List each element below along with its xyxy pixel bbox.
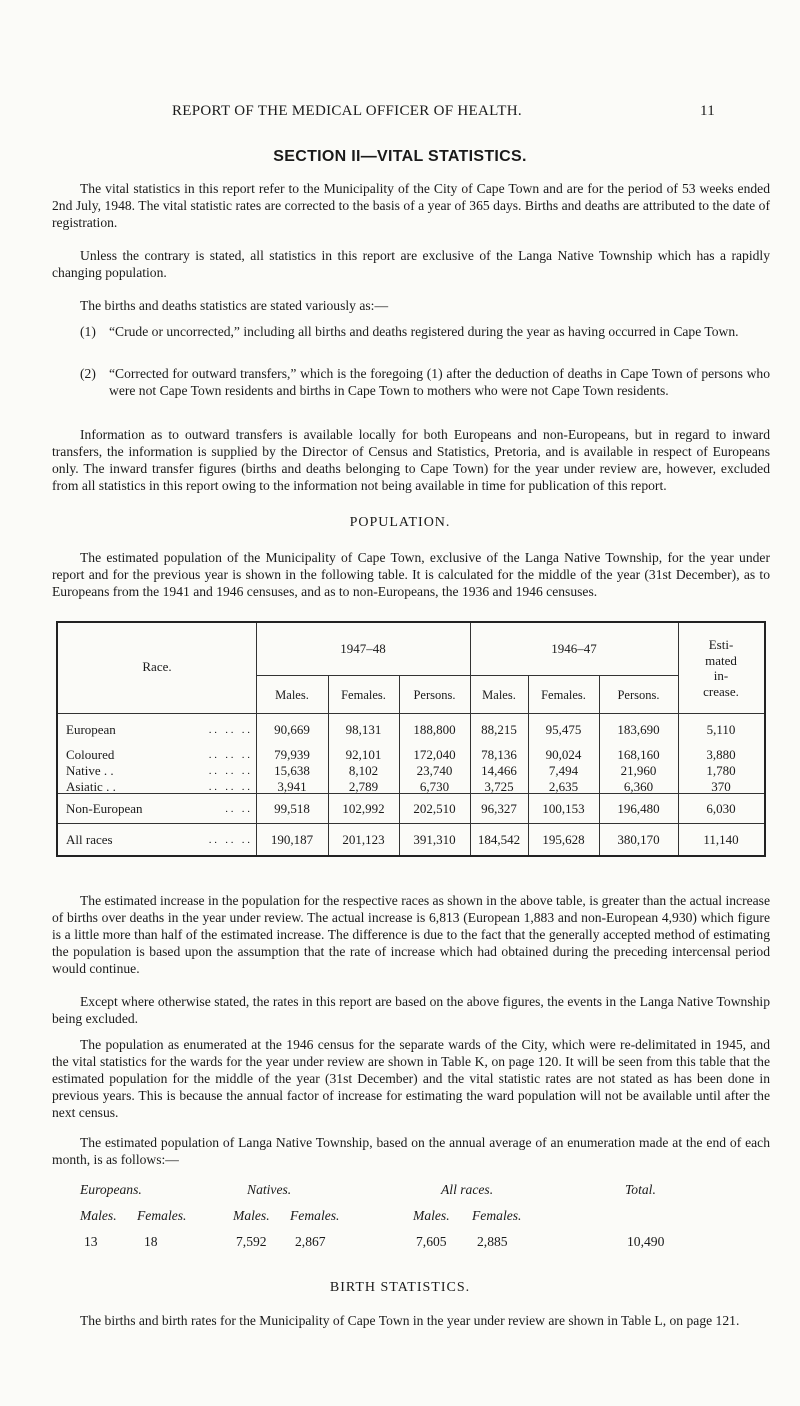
page-number: 11 [700, 103, 716, 119]
table-cell: 96,327 [481, 801, 517, 816]
est-header-line: Esti- [708, 637, 734, 652]
table-cell: 92,101 [345, 747, 382, 762]
table-cell: 5,110 [706, 722, 736, 737]
table-cell: 102,992 [342, 801, 385, 816]
subheader-males-1946: Males. [482, 688, 516, 702]
langa-ar-males-header: Males. [413, 1208, 450, 1223]
langa-eu-males: 13 [84, 1234, 98, 1249]
langa-na-females: 2,867 [295, 1234, 326, 1249]
table-cell: 201,123 [342, 832, 385, 847]
subheader-males-1947: Males. [275, 688, 309, 702]
table-row [58, 801, 764, 817]
list-item-text: “Crude or uncorrected,” including all births and deaths registered during the year as having occurred in Cape Town. [109, 324, 739, 339]
langa-natives-header: Natives. [247, 1182, 292, 1197]
langa-all-races-header: All races. [441, 1182, 494, 1197]
table-cell: 23,740 [416, 763, 453, 778]
est-header-line: mated [705, 652, 737, 668]
table-cell: 6,360 [623, 779, 654, 794]
table-cell: 78,136 [481, 747, 517, 762]
langa-ar-males: 7,605 [416, 1234, 447, 1249]
langa-total-header: Total. [625, 1182, 656, 1197]
population-paragraph-2: The estimated increase in the population for the respective races as shown in the above table, is greater than the actual increase of births over deaths in the year under review. The actual increase is 6,813 (European 1,883 and non-European 4,930) which figure is a little more than half of the estimated increase. The difference is due to the fact that the generally accepted method of estimating the population is based upon the assumption that the rate of increase which had obtained during the preceding intercensal period would continue. [52, 893, 770, 976]
section-paragraph-1: The vital statistics in this report refer to the Municipality of the City of Cape Town and are for the period of 53 weeks ended 2nd July, 1948. The vital statistic rates are corrected to the basis of a year of 365 days. Births and deaths are attributed to the date of registration. [52, 181, 770, 230]
table-cell: 90,669 [274, 722, 310, 737]
langa-na-females-header: Females. [290, 1208, 340, 1223]
table-cell: 14,466 [481, 763, 517, 778]
list-item-text: “Corrected for outward transfers,” which is the foregoing (1) after the deduction of deaths in Cape Town of persons who were not Cape Town residents and births in Cape Town to mothers who were not Cape Town residents. [109, 366, 770, 398]
table-cell: 21,960 [620, 763, 657, 778]
est-header-line: in- [713, 668, 729, 683]
birth-statistics-paragraph: The births and birth rates for the Municipality of Cape Town in the year under review are shown in Table L, on page 121. [80, 1313, 740, 1328]
table-cell: 196,480 [617, 801, 660, 816]
langa-ar-females: 2,885 [477, 1234, 508, 1249]
table-row [58, 763, 764, 779]
list-item-number: (1) [80, 324, 96, 339]
table-cell: 380,170 [617, 832, 660, 847]
table-cell: 190,187 [270, 832, 314, 847]
langa-eu-females: 18 [144, 1234, 158, 1249]
birth-statistics-heading: BIRTH STATISTICS. [329, 1280, 471, 1295]
langa-eu-males-header: Males. [80, 1208, 117, 1223]
table-row [58, 832, 764, 848]
table-row [58, 779, 764, 795]
population-table [56, 621, 766, 857]
est-header-line: crease. [703, 683, 739, 699]
table-cell: 3,880 [706, 747, 736, 762]
table-cell: 7,494 [548, 763, 579, 778]
table-cell: 370 [711, 779, 731, 794]
row-race-label: European [66, 722, 116, 737]
table-cell: 168,160 [617, 747, 660, 762]
population-heading: POPULATION. [349, 515, 451, 530]
row-race-label: Non-European [66, 801, 143, 816]
table-cell: 195,628 [542, 832, 585, 847]
table-cell: 184,542 [477, 832, 521, 847]
table-row [58, 722, 764, 738]
langa-na-males: 7,592 [236, 1234, 267, 1249]
table-cell: 188,800 [413, 722, 456, 737]
row-leader-dots: . . . . . . [208, 834, 250, 846]
table-cell: 2,635 [548, 779, 579, 794]
row-race-label: Coloured [66, 747, 115, 762]
langa-europeans-header: Europeans. [80, 1182, 142, 1197]
table-cell: 79,939 [274, 747, 310, 762]
table-cell: 202,510 [413, 801, 456, 816]
table-cell: 15,638 [274, 763, 310, 778]
row-race-label: All races [66, 832, 113, 847]
period-header-1947-48: 1947–48 [340, 641, 386, 656]
list-item-2 [80, 365, 770, 399]
race-header: Race. [142, 659, 172, 674]
table-cell: 90,024 [545, 747, 582, 762]
table-cell: 3,941 [277, 779, 307, 794]
row-leader-dots: . . . . [225, 803, 250, 815]
table-cell: 98,131 [345, 722, 382, 737]
subheader-persons-1947: Persons. [413, 688, 456, 702]
table-cell: 391,310 [413, 832, 456, 847]
section-paragraph-4: Information as to outward transfers is available locally for both Europeans and non-Europeans, but in regard to inward transfers, the information is supplied by the Director of Census and Statistics, Pretoria, and is available in respect of Europeans only. The inward transfer figures (births and deaths belonging to Cape Town) for the year under review are, however, excluded from all statistics in this report owing to the information not being available in time for publication of this report. [52, 427, 770, 493]
row-leader-dots: . . . . . . [208, 781, 250, 793]
subheader-females-1947: Females. [341, 688, 386, 702]
langa-ar-females-header: Females. [472, 1208, 522, 1223]
table-cell: 11,140 [703, 832, 739, 847]
table-cell: 88,215 [481, 722, 517, 737]
table-cell: 3,725 [484, 779, 514, 794]
row-leader-dots: . . . . . . [208, 724, 250, 736]
table-cell: 6,730 [419, 779, 450, 794]
table-cell: 100,153 [542, 801, 585, 816]
langa-eu-females-header: Females. [137, 1208, 187, 1223]
period-header-1946-47: 1946–47 [551, 641, 597, 656]
table-cell: 8,102 [348, 763, 379, 778]
subheader-females-1946: Females. [541, 688, 586, 702]
table-cell: 183,690 [617, 722, 660, 737]
section-title: SECTION II—VITAL STATISTICS. [273, 148, 527, 165]
report-title: REPORT OF THE MEDICAL OFFICER OF HEALTH. [172, 103, 522, 119]
population-paragraph-1: The estimated population of the Municipality of Cape Town, exclusive of the Langa Native Township, for the year under report and for the previous year is shown in the following table. It is calculated for the middle of the year (31st December), as to Europeans from the 1941 and 1946 censuses, and as to non-Europeans, the 1936 and 1946 censuses. [52, 550, 770, 599]
table-cell: 6,030 [706, 801, 736, 816]
table-cell: 172,040 [413, 747, 456, 762]
population-paragraph-4: The population as enumerated at the 1946 census for the separate wards of the City, which were re-delimitated in 1945, and the vital statistics for the wards for the year under review are shown in Table K, on page 120. It will be seen from this table that the estimated population for the middle of the year (31st December) and the vital statistic rates are not stated as has been done in previous years. This is because the annual factor of increase for estimating the ward population will not be available until after the next census. [52, 1037, 770, 1120]
table-cell: 95,475 [545, 722, 582, 737]
langa-total-value: 10,490 [627, 1234, 665, 1249]
population-paragraph-5: The estimated population of Langa Native Township, based on the annual average of an enumeration made at the end of each month, is as follows:— [52, 1135, 770, 1167]
section-paragraph-3: The births and deaths statistics are stated variously as:— [80, 298, 389, 313]
list-item-1 [80, 323, 770, 340]
row-race-label: Asiatic . . [66, 779, 116, 794]
table-cell: 1,780 [706, 763, 736, 778]
row-leader-dots: . . . . . . [208, 765, 250, 777]
table-cell: 2,789 [348, 779, 379, 794]
list-item-number: (2) [80, 366, 96, 381]
row-race-label: Native . . [66, 763, 114, 778]
table-cell: 99,518 [274, 801, 310, 816]
table-row [58, 747, 764, 763]
population-paragraph-3: Except where otherwise stated, the rates in this report are based on the above figures, the events in the Langa Native Township being excluded. [52, 994, 770, 1026]
row-leader-dots: . . . . . . [208, 749, 250, 761]
section-paragraph-2: Unless the contrary is stated, all statistics in this report are exclusive of the Langa Native Township which has a rapidly changing population. [52, 248, 770, 280]
langa-na-males-header: Males. [233, 1208, 270, 1223]
estimated-increase-header [678, 637, 764, 699]
subheader-persons-1946: Persons. [617, 688, 660, 702]
